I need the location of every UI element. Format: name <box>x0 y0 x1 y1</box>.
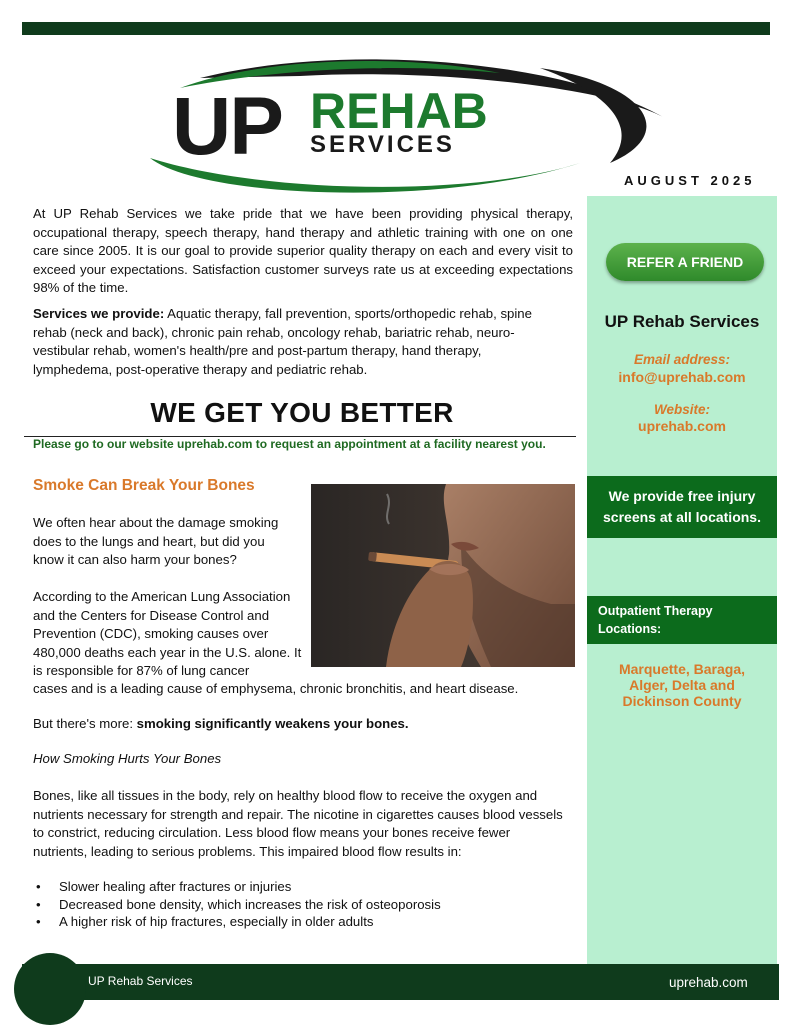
list-item-text: A higher risk of hip fractures, especially in older adults <box>59 914 374 930</box>
free-screens-line-2: screens at all locations. <box>603 509 761 525</box>
free-screens-line-1: We provide free injury <box>608 488 756 504</box>
bullet-icon: • <box>36 914 41 930</box>
effects-list <box>33 878 573 931</box>
list-item <box>33 913 573 931</box>
logo-up-text: UP <box>172 81 282 172</box>
article-paragraph-2: According to the American Lung Association and the Centers for Disease Control and Prevention (CDC), smoking causes over 480,000 deaths each year in the U.S. alone. It is responsible for 87% of lung cancer <box>33 589 302 679</box>
locations-label-line-1: Outpatient Therapy <box>598 604 713 618</box>
free-screens-box <box>587 476 777 538</box>
footer-company-name: UP Rehab Services <box>88 974 193 988</box>
article-paragraph-4: Bones, like all tissues in the body, rely on healthy blood flow to receive the oxygen and nutrients necessary for strength and repair. The nicotine in cigarettes causes blood vessels to constrict, reducing circulation. Less blood flow means your bones receive fewer nutrients, leading to serious problems. This impaired blood flow results in: <box>33 788 563 859</box>
paragraph-3-lead: But there's more: <box>33 716 137 731</box>
article-paragraph-2-cont: cases and is a leading cause of emphysema, chronic bronchitis, and heart disease. <box>33 681 519 696</box>
bullet-icon: • <box>36 896 41 912</box>
refer-a-friend-button[interactable]: REFER A FRIEND <box>606 243 764 281</box>
cigarette-tip <box>368 552 377 562</box>
list-item <box>33 878 573 896</box>
email-label: Email address: <box>633 352 731 367</box>
locations-list <box>587 661 777 709</box>
list-item-text: Slower healing after fractures or injuries <box>59 879 292 894</box>
footer-website-link[interactable]: uprehab.com <box>669 975 748 990</box>
list-item <box>33 896 573 914</box>
website-link[interactable]: uprehab.com <box>638 418 726 434</box>
article-paragraph-1: We often hear about the damage smoking does to the lungs and heart, but did you know it can also harm your bones? <box>33 515 279 568</box>
locations-line-3: Dickinson County <box>622 693 742 709</box>
locations-label-box <box>587 596 777 644</box>
paragraph-3-emphasis: smoking significantly weakens your bones. <box>136 716 409 731</box>
services-list: Aquatic therapy, fall prevention, sports/orthopedic rehab, spine rehab (neck and back), chronic pain rehab, oncology rehab, bariatric rehab, neuro-vestibular rehab, women's health/pre and post-partum therapy, hand therapy, lymphedema, post-operative therapy and pediatric rehab. <box>33 306 532 377</box>
article-title: Smoke Can Break Your Bones <box>33 477 255 494</box>
article-subheading: How Smoking Hurts Your Bones <box>33 751 222 766</box>
smoking-man-photo <box>311 484 575 667</box>
locations-label-line-2: Locations: <box>598 622 662 636</box>
appointment-cta: Please go to our website uprehab.com to request an appointment at a facility nearest you. <box>33 437 546 451</box>
email-link[interactable]: info@uprehab.com <box>618 369 746 385</box>
services-paragraph <box>33 305 563 379</box>
up-rehab-logo <box>140 48 670 198</box>
locations-line-1: Marquette, Baraga, <box>618 661 746 677</box>
issue-date: AUGUST 2025 <box>624 173 756 188</box>
website-label: Website: <box>653 402 710 417</box>
logo-services-text: SERVICES <box>310 131 455 158</box>
intro-paragraph: At UP Rehab Services we take pride that we have been providing physical therapy, occupational therapy, speech therapy, hand therapy and athletic training with one on one care since 2005. It is our goal to provide superior quality therapy on each and every visit to exceed your expectations. Satisfaction customer surveys rate us at exceeding expectations 98% of the time. <box>33 206 573 296</box>
bullet-icon: • <box>36 879 41 894</box>
sidebar-company-name: UP Rehab Services <box>604 312 760 331</box>
slogan-heading: WE GET YOU BETTER <box>150 397 454 428</box>
services-label: Services we provide: <box>33 306 165 321</box>
footer-circle-decoration <box>14 953 86 1025</box>
top-banner-bar <box>22 22 770 35</box>
list-item-text: Decreased bone density, which increases the risk of osteoporosis <box>59 896 441 912</box>
locations-line-2: Alger, Delta and <box>629 677 735 693</box>
logo-rehab-text: REHAB <box>310 83 488 139</box>
article-paragraph-3 <box>33 715 573 734</box>
